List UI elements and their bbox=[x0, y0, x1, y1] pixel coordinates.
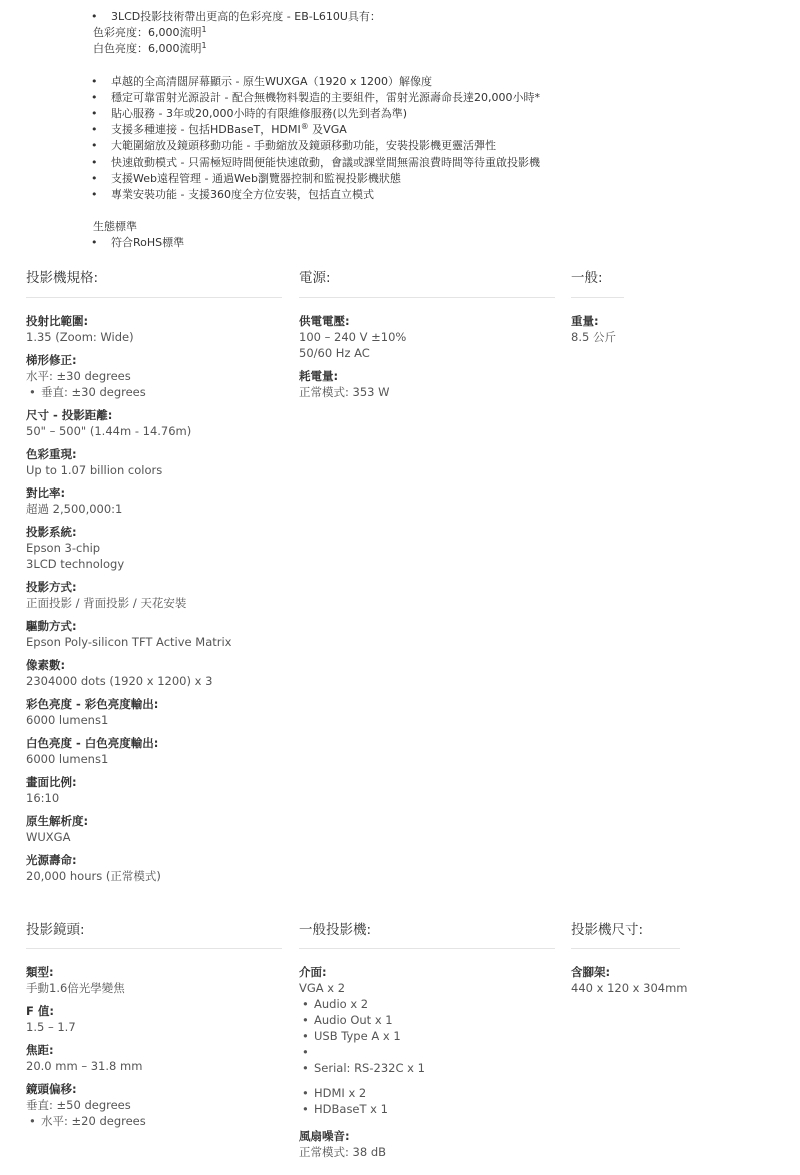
spec-label: 像素數: bbox=[26, 658, 66, 672]
spec-value: 1.35 (Zoom: Wide) bbox=[26, 330, 134, 344]
list-item: • 支援多種連接 - 包括HDBaseT，HDMI® 及VGA bbox=[93, 122, 773, 138]
list-item: • Audio Out x 1 bbox=[299, 1012, 425, 1028]
spec-value: 16:10 bbox=[26, 791, 60, 805]
spec-label: 供電電壓: bbox=[299, 314, 350, 328]
spec-label: 畫面比例: bbox=[26, 775, 77, 789]
spec-label: 投射比範圍: bbox=[26, 314, 89, 328]
spec-label: 光源壽命: bbox=[26, 853, 77, 867]
spec-value: Epson Poly-silicon TFT Active Matrix bbox=[26, 635, 232, 649]
spec-label: 類型: bbox=[26, 965, 54, 979]
spec-value: 手動1.6倍光學變焦 bbox=[26, 981, 125, 995]
spec-value: 440 x 120 x 304mm bbox=[571, 981, 688, 995]
spec-value: 2304000 dots (1920 x 1200) x 3 bbox=[26, 674, 213, 688]
spec-label: 彩色亮度 - 彩色亮度輸出: bbox=[26, 697, 159, 711]
lens-list bbox=[26, 964, 146, 1129]
spec-label: 重量: bbox=[571, 314, 599, 328]
list-item: • Audio x 2 bbox=[299, 996, 425, 1012]
spec-label: 投影方式: bbox=[26, 580, 77, 594]
list-item: • 快速啟動模式 - 只需極短時間便能快速啟動，會議或課堂間無需浪費時間等待重啟投影機 bbox=[93, 155, 773, 171]
projector-specs-heading: 投影機規格: bbox=[26, 270, 99, 286]
spec-value: 水平: ±30 degrees bbox=[26, 369, 131, 383]
spec-value: 垂直: ±50 degrees bbox=[26, 1098, 131, 1112]
spec-value: 20.0 mm – 31.8 mm bbox=[26, 1059, 143, 1073]
list-item: • 符合RoHS標準 bbox=[93, 235, 773, 251]
spec-value: 正面投影 / 背面投影 / 天花安裝 bbox=[26, 596, 187, 610]
spec-label: F 值: bbox=[26, 1004, 54, 1018]
spec-value: 3LCD technology bbox=[26, 557, 125, 571]
spec-label: 投影系統: bbox=[26, 525, 77, 539]
list-item: • USB Type A x 1 bbox=[299, 1028, 425, 1044]
general-heading: 一般: bbox=[571, 270, 603, 286]
list-item: • 穩定可靠雷射光源設計 - 配合無機物料製造的主要組件，雷射光源壽命長達20,000小時* bbox=[93, 90, 773, 106]
projector-specs-list bbox=[26, 313, 231, 884]
power-list bbox=[299, 313, 406, 400]
list-item: • 3LCD投影技術帶出更高的色彩亮度 - EB-L610U具有： bbox=[93, 9, 773, 25]
general-projector-list bbox=[299, 964, 425, 1160]
list-item: • HDMI x 2 bbox=[299, 1085, 425, 1101]
feature-list bbox=[93, 9, 773, 251]
spec-value: 正常模式: 38 dB bbox=[299, 1145, 387, 1159]
spec-value: 1.5 – 1.7 bbox=[26, 1020, 76, 1034]
divider bbox=[26, 948, 282, 949]
spec-label: 色彩重現: bbox=[26, 447, 77, 461]
divider bbox=[26, 297, 282, 298]
spec-value: VGA x 2 bbox=[299, 981, 346, 995]
dimensions-heading: 投影機尺寸: bbox=[571, 922, 644, 938]
spec-value: 正常模式: 353 W bbox=[299, 385, 390, 399]
spec-value: 20,000 hours (正常模式) bbox=[26, 869, 161, 883]
spec-value: Up to 1.07 billion colors bbox=[26, 463, 163, 477]
general-list bbox=[571, 313, 616, 345]
list-item: • 專業安裝功能 - 支援360度全方位安裝，包括直立模式 bbox=[93, 187, 773, 203]
spec-label: 原生解析度: bbox=[26, 814, 89, 828]
spec-value: 100 – 240 V ±10% bbox=[299, 330, 407, 344]
power-heading: 電源: bbox=[299, 270, 331, 286]
spec-value: Epson 3-chip bbox=[26, 541, 101, 555]
dimensions-list bbox=[571, 964, 688, 996]
spec-label: 梯形修正: bbox=[26, 353, 77, 367]
divider bbox=[571, 948, 680, 949]
general-projector-heading: 一般投影機: bbox=[299, 922, 372, 938]
list-item: • HDBaseT x 1 bbox=[299, 1101, 425, 1117]
list-item bbox=[299, 1044, 425, 1060]
spec-label: 尺寸 - 投影距離: bbox=[26, 408, 113, 422]
list-item: • 支援Web遠程管理 - 通過Web瀏覽器控制和監視投影機狀態 bbox=[93, 171, 773, 187]
spec-label: 介面: bbox=[299, 965, 327, 979]
list-item: • 貼心服務 - 3年或20,000小時的有限維修服務(以先到者為準) bbox=[93, 106, 773, 122]
spec-value: 超過 2,500,000:1 bbox=[26, 502, 123, 516]
list-item: • 大範圍縮放及鏡頭移動功能 - 手動縮放及鏡頭移動功能，安裝投影機更靈活彈性 bbox=[93, 138, 773, 154]
spec-value: 50/60 Hz AC bbox=[299, 346, 370, 360]
spec-value: • 水平: ±20 degrees bbox=[26, 1113, 146, 1129]
spec-value: 6000 lumens1 bbox=[26, 752, 109, 766]
white-brightness-line: 白色亮度：6,000流明$^1$ bbox=[93, 41, 207, 56]
eco-heading: 生態標準 bbox=[93, 220, 137, 234]
divider bbox=[299, 297, 555, 298]
spec-value: WUXGA bbox=[26, 830, 71, 844]
spec-value: • 垂直: ±30 degrees bbox=[26, 384, 231, 400]
spec-value: 50" – 500" (1.44m - 14.76m) bbox=[26, 424, 192, 438]
divider bbox=[571, 297, 624, 298]
spec-label: 風扇噪音: bbox=[299, 1129, 350, 1143]
spec-label: 驅動方式: bbox=[26, 619, 77, 633]
spec-label: 對比率: bbox=[26, 486, 66, 500]
list-item: • 卓越的全高清闊屏幕顯示 - 原生WUXGA（1920 x 1200）解像度 bbox=[93, 74, 773, 90]
divider bbox=[299, 948, 555, 949]
lens-heading: 投影鏡頭: bbox=[26, 922, 85, 938]
list-item: • Serial: RS-232C x 1 bbox=[299, 1060, 425, 1076]
spec-label: 焦距: bbox=[26, 1043, 54, 1057]
spec-value: 6000 lumens1 bbox=[26, 713, 109, 727]
spec-label: 含腳架: bbox=[571, 965, 611, 979]
color-brightness-line: 色彩亮度：6,000流明$^1$ bbox=[93, 25, 207, 40]
spec-value: 8.5 公斤 bbox=[571, 330, 616, 344]
spec-label: 鏡頭偏移: bbox=[26, 1082, 77, 1096]
spec-label: 耗電量: bbox=[299, 369, 339, 383]
spec-label: 白色亮度 - 白色亮度輸出: bbox=[26, 736, 159, 750]
